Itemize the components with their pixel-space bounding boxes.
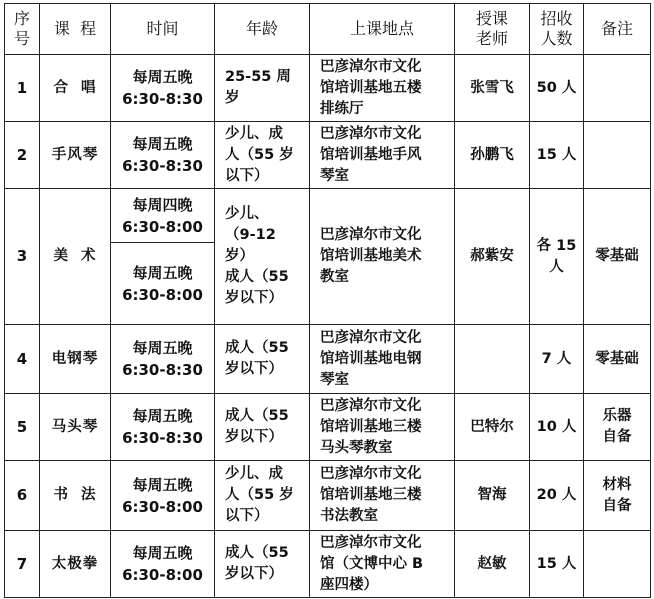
age-label: 少儿、成 人（55 岁 以下） — [225, 466, 294, 524]
row-course — [40, 189, 111, 325]
teacher-label: 郝紫安 — [470, 248, 514, 264]
row-location — [310, 394, 455, 461]
table-row — [5, 55, 651, 122]
time-label: 每周五晚 6:30-8:30 — [122, 339, 203, 379]
header-age — [215, 4, 310, 55]
row-index: 1 — [5, 55, 40, 122]
row-time — [111, 55, 215, 122]
header-time — [111, 4, 215, 55]
row-enroll — [530, 325, 584, 394]
enroll-label: 50 人 — [536, 79, 577, 96]
age-label: 25-55 周 岁 — [225, 69, 291, 106]
location-label: 巴彦淖尔市文化 馆培训基地手风 琴室 — [320, 125, 422, 184]
row-teacher — [455, 531, 530, 598]
enroll-label: 20 人 — [536, 487, 577, 503]
course-label: 书 法 — [53, 487, 97, 503]
row-course — [40, 325, 111, 394]
location-label: 巴彦淖尔市文化 馆培训基地美术 教室 — [320, 227, 422, 285]
row-note — [584, 189, 651, 325]
header-index — [5, 4, 40, 55]
teacher-label: 智海 — [477, 487, 507, 503]
table-row — [5, 394, 651, 461]
header-teacher — [455, 4, 530, 55]
row-teacher — [455, 394, 530, 461]
row-teacher — [455, 189, 530, 325]
header-course-label: 课 程 — [53, 19, 97, 38]
course-schedule-page — [4, 3, 651, 598]
table-header-row — [5, 4, 651, 55]
row-time-thursday — [111, 189, 215, 243]
row-index: 2 — [5, 122, 40, 189]
row-course — [40, 531, 111, 598]
row-teacher — [455, 122, 530, 189]
teacher-label: 张雪飞 — [470, 79, 514, 96]
enroll-label: 7 人 — [541, 350, 572, 367]
row-age — [215, 531, 310, 598]
header-note-label: 备注 — [600, 19, 633, 38]
row-enroll — [530, 122, 584, 189]
location-label: 巴彦淖尔市文化 馆培训基地五楼 排练厅 — [320, 58, 422, 117]
row-course — [40, 122, 111, 189]
row-teacher — [455, 55, 530, 122]
row-enroll — [530, 189, 584, 325]
row-time — [111, 325, 215, 394]
row-note — [584, 531, 651, 598]
row-index: 6 — [5, 461, 40, 531]
row-location — [310, 531, 455, 598]
row-teacher — [455, 325, 530, 394]
teacher-label: 孙鹏飞 — [470, 146, 514, 163]
enroll-label: 15 人 — [536, 555, 577, 572]
course-label: 手风琴 — [51, 146, 99, 163]
header-location — [310, 4, 455, 55]
row-location — [310, 55, 455, 122]
row-time — [111, 122, 215, 189]
header-time-label: 时间 — [146, 19, 179, 38]
row-age — [215, 55, 310, 122]
row-course — [40, 394, 111, 461]
header-enroll — [530, 4, 584, 55]
row-age — [215, 122, 310, 189]
teacher-label: 赵敏 — [477, 555, 507, 572]
enroll-label: 15 人 — [536, 146, 577, 163]
header-enroll-label: 招收 人数 — [540, 9, 573, 48]
header-note — [584, 4, 651, 55]
time-label: 每周五晚 6:30-8:00 — [122, 544, 203, 584]
course-label: 合 唱 — [53, 79, 97, 96]
location-label: 巴彦淖尔市文化 馆（文博中心 B 座四楼） — [320, 534, 424, 593]
row-enroll — [530, 394, 584, 461]
location-label: 巴彦淖尔市文化 馆培训基地三楼 马头琴教室 — [320, 397, 422, 456]
age-label: 成人（55 岁以下） — [225, 545, 289, 582]
row-enroll — [530, 461, 584, 531]
row-location — [310, 189, 455, 325]
age-label: 成人（55 岁以下） — [225, 408, 289, 445]
time-label: 每周四晚 6:30-8:00 — [122, 195, 203, 236]
course-schedule-table — [4, 3, 651, 598]
row-index: 4 — [5, 325, 40, 394]
teacher-label: 巴特尔 — [470, 418, 514, 435]
note-label: 材料 自备 — [602, 476, 632, 514]
note-label: 零基础 — [595, 350, 639, 367]
table-row — [5, 122, 651, 189]
row-age — [215, 325, 310, 394]
row-age — [215, 189, 310, 325]
table-row — [5, 531, 651, 598]
age-label: 少儿、 （9-12 岁） 成人（55 岁以下） — [225, 206, 289, 306]
location-label: 巴彦淖尔市文化 馆培训基地电钢 琴室 — [320, 329, 422, 388]
row-age — [215, 394, 310, 461]
course-label: 电钢琴 — [51, 350, 99, 367]
course-label: 太极拳 — [51, 555, 99, 572]
time-label: 每周五晚 6:30-8:00 — [122, 263, 203, 304]
row-index: 5 — [5, 394, 40, 461]
header-age-label: 年龄 — [245, 19, 278, 38]
row-enroll — [530, 531, 584, 598]
row-location — [310, 122, 455, 189]
row-time — [111, 461, 215, 531]
row-note — [584, 55, 651, 122]
enroll-label: 10 人 — [536, 418, 577, 435]
row-note — [584, 325, 651, 394]
row-index: 3 — [5, 189, 40, 325]
age-label: 成人（55 岁以下） — [225, 340, 289, 377]
note-label: 乐器 自备 — [602, 408, 632, 445]
row-time — [111, 531, 215, 598]
age-label: 少儿、成 人（55 岁 以下） — [225, 125, 294, 184]
row-note — [584, 394, 651, 461]
header-index-label: 序号 — [13, 9, 30, 48]
location-label: 巴彦淖尔市文化 馆培训基地三楼 书法教室 — [320, 466, 422, 524]
enroll-label: 各 15 人 — [536, 237, 577, 275]
time-label: 每周五晚 6:30-8:30 — [122, 68, 203, 108]
table-row — [5, 325, 651, 394]
time-label: 每周五晚 6:30-8:30 — [122, 407, 203, 447]
row-age — [215, 461, 310, 531]
note-label: 零基础 — [595, 248, 639, 264]
header-course — [40, 4, 111, 55]
row-time-friday — [111, 243, 215, 325]
row-course — [40, 461, 111, 531]
row-location — [310, 461, 455, 531]
row-enroll — [530, 55, 584, 122]
time-label: 每周五晚 6:30-8:30 — [122, 135, 203, 175]
row-teacher — [455, 461, 530, 531]
time-label: 每周五晚 6:30-8:00 — [122, 475, 203, 516]
course-label: 美 术 — [53, 248, 97, 264]
header-location-label: 上课地点 — [349, 19, 414, 38]
row-note — [584, 122, 651, 189]
table-row — [5, 189, 651, 243]
row-location — [310, 325, 455, 394]
header-teacher-label: 授课 老师 — [475, 9, 508, 48]
table-row — [5, 461, 651, 531]
row-time — [111, 394, 215, 461]
course-label: 马头琴 — [51, 418, 99, 435]
row-index: 7 — [5, 531, 40, 598]
row-course — [40, 55, 111, 122]
row-note — [584, 461, 651, 531]
